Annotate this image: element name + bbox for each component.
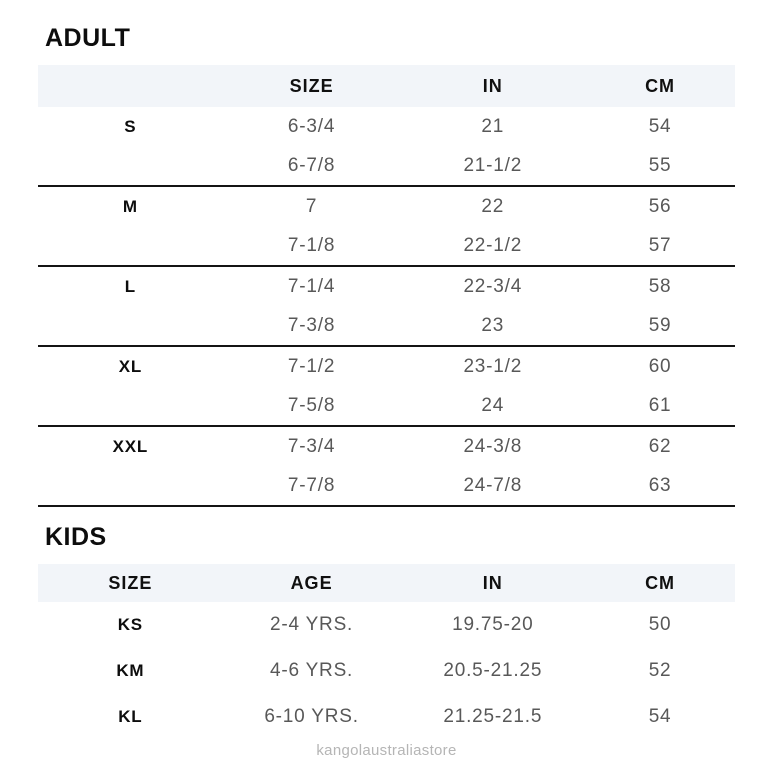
size-value: 6-3/4 <box>287 115 336 137</box>
table-row <box>38 694 735 740</box>
in-value: 23-1/2 <box>463 355 523 377</box>
in-value: 20.5-21.25 <box>443 660 543 681</box>
size-label: S <box>124 116 137 136</box>
in-value: 21.25-21.5 <box>443 706 543 727</box>
in-value: 24-3/8 <box>463 435 523 457</box>
cm-value: 58 <box>648 275 672 297</box>
cm-value: 50 <box>648 614 672 635</box>
cm-value: 55 <box>648 154 672 176</box>
adult-header-size: SIZE <box>289 75 334 96</box>
size-value: 7-5/8 <box>287 394 336 416</box>
size-value: 7-3/4 <box>287 435 336 457</box>
size-label: L <box>124 276 136 296</box>
cm-value: 54 <box>648 115 672 137</box>
table-row <box>38 107 735 146</box>
table-row <box>38 146 735 185</box>
cm-value: 56 <box>648 195 672 217</box>
table-row <box>38 602 735 648</box>
cm-value: 57 <box>648 234 672 256</box>
adult-header-cm: CM <box>645 75 676 96</box>
size-value: 6-7/8 <box>287 154 336 176</box>
size-value: 7-7/8 <box>287 474 336 496</box>
cm-value: 62 <box>648 435 672 457</box>
size-value: 7-1/2 <box>287 355 336 377</box>
size-label: KM <box>116 661 145 680</box>
kids-header-in: IN <box>482 572 503 593</box>
in-value: 22-1/2 <box>463 234 523 256</box>
size-label: XXL <box>112 436 149 456</box>
adult-section <box>0 24 773 507</box>
age-value: 6-10 YRS. <box>264 706 359 727</box>
adult-group-s <box>38 107 735 187</box>
adult-group-xxl <box>38 427 735 507</box>
cm-value: 59 <box>648 314 672 336</box>
cm-value: 60 <box>648 355 672 377</box>
in-value: 22 <box>481 195 505 217</box>
adult-group-xl <box>38 347 735 427</box>
size-label: KL <box>118 707 143 726</box>
size-label: XL <box>118 356 143 376</box>
cm-value: 63 <box>648 474 672 496</box>
table-row <box>38 187 735 226</box>
table-row <box>38 386 735 425</box>
table-row <box>38 267 735 306</box>
adult-group-m <box>38 187 735 267</box>
age-value: 4-6 YRS. <box>269 660 354 681</box>
in-value: 24 <box>481 394 505 416</box>
size-value: 7-1/4 <box>287 275 336 297</box>
adult-size-table <box>38 65 735 507</box>
adult-header-in: IN <box>482 75 503 96</box>
size-value: 7 <box>305 195 318 217</box>
cm-value: 54 <box>648 706 672 727</box>
size-label: M <box>122 196 138 216</box>
store-watermark: kangolaustraliastore <box>316 742 457 759</box>
kids-header-size: SIZE <box>108 572 153 593</box>
size-value: 7-1/8 <box>287 234 336 256</box>
size-value: 7-3/8 <box>287 314 336 336</box>
in-value: 21-1/2 <box>463 154 523 176</box>
kids-header-row <box>38 564 735 602</box>
kids-header-cm: CM <box>645 572 676 593</box>
kids-section-title: KIDS <box>45 523 107 551</box>
table-row <box>38 226 735 265</box>
table-row <box>38 466 735 505</box>
in-value: 24-7/8 <box>463 474 523 496</box>
table-row <box>38 306 735 345</box>
in-value: 22-3/4 <box>463 275 523 297</box>
in-value: 21 <box>481 115 505 137</box>
kids-header-age: AGE <box>290 572 333 593</box>
adult-header-row <box>38 65 735 107</box>
size-label: KS <box>117 615 143 634</box>
adult-group-l <box>38 267 735 347</box>
table-row <box>38 648 735 694</box>
age-value: 2-4 YRS. <box>269 614 354 635</box>
table-row <box>38 427 735 466</box>
cm-value: 52 <box>648 660 672 681</box>
adult-section-title: ADULT <box>45 24 131 52</box>
kids-size-table <box>38 564 735 740</box>
in-value: 19.75-20 <box>452 614 534 635</box>
cm-value: 61 <box>648 394 672 416</box>
table-row <box>38 347 735 386</box>
in-value: 23 <box>481 314 505 336</box>
kids-section <box>0 523 773 740</box>
